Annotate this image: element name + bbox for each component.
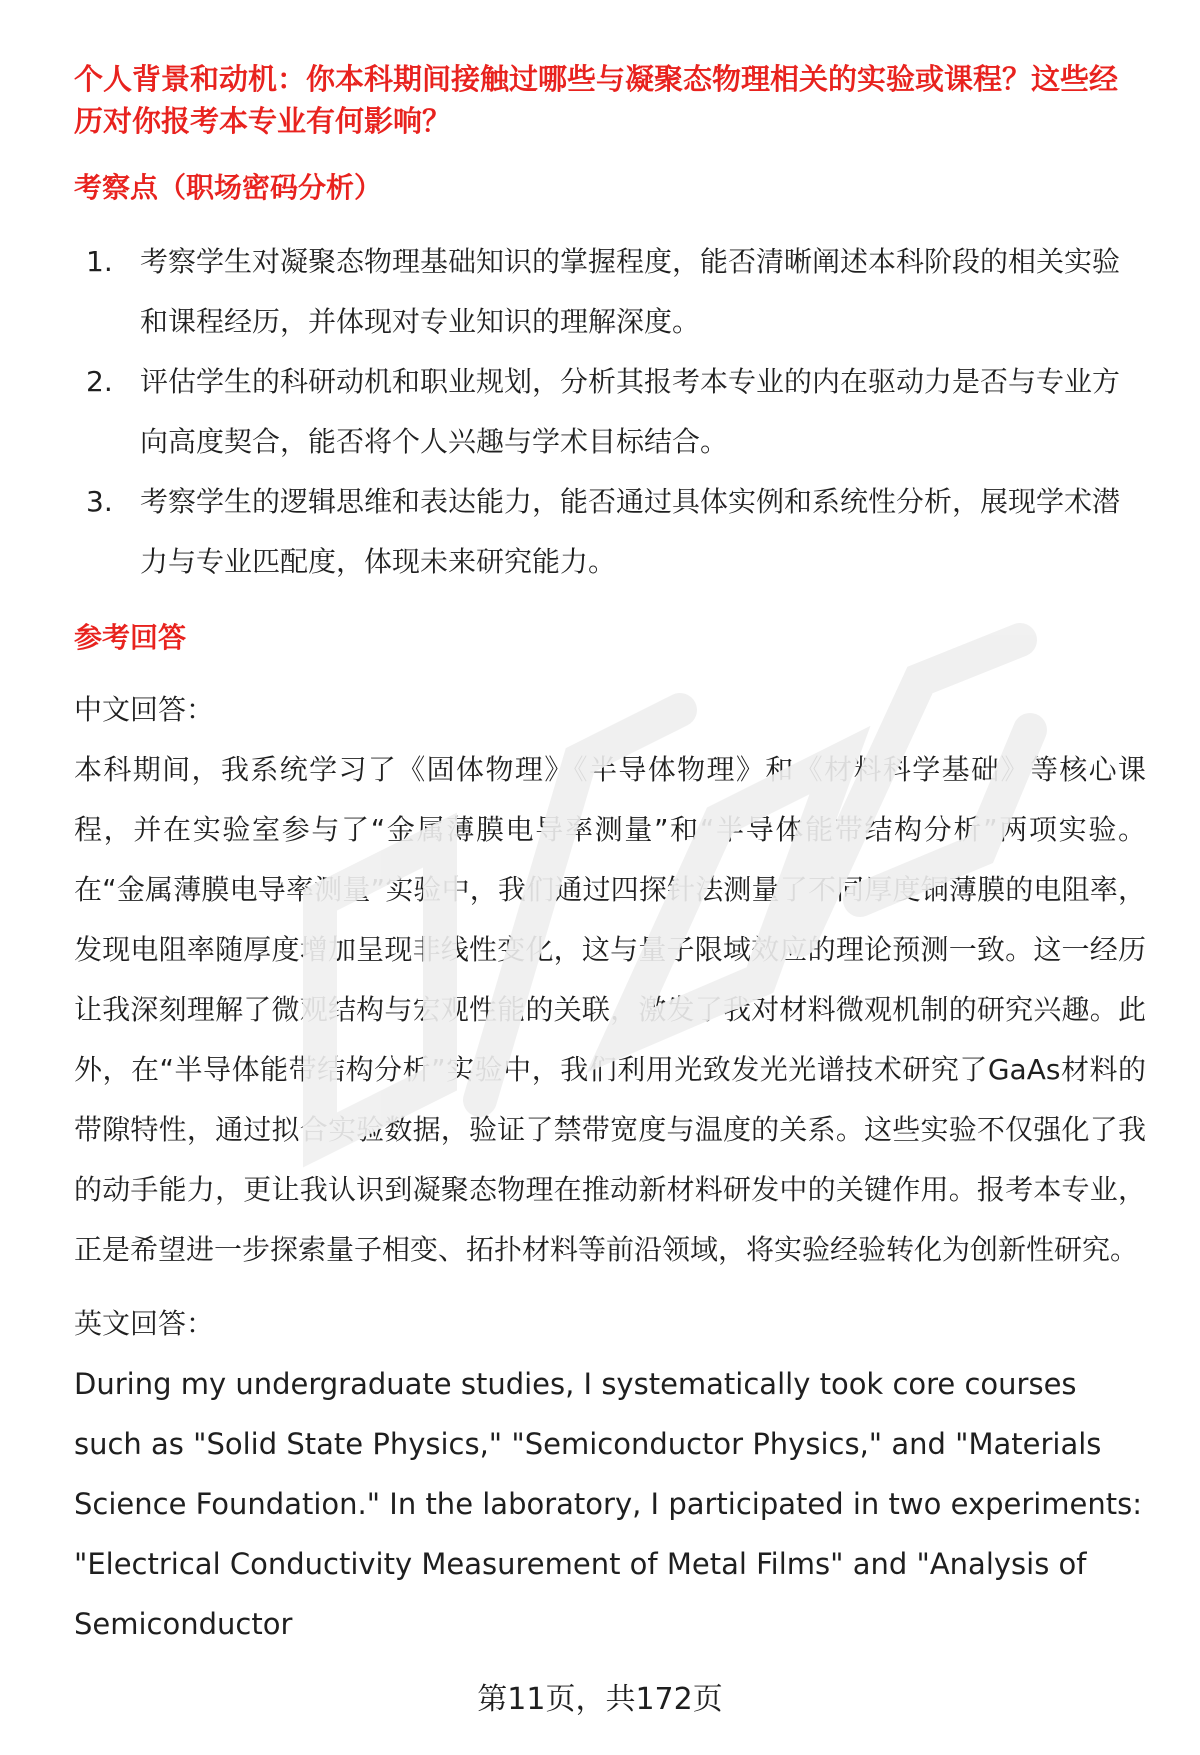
point-number: 2. — [86, 365, 113, 398]
point-text: 考察学生对凝聚态物理基础知识的掌握程度，能否清晰阐述本科阶段的相关实验和课程经历，并体现对专业知识的理解深度。 — [140, 245, 1121, 338]
assessment-point — [74, 472, 1146, 592]
question-title: 个人背景和动机：你本科期间接触过哪些与凝聚态物理相关的实验或课程？这些经历对你报考本专业有何影响？ — [74, 62, 1119, 138]
reference-heading: 参考回答 — [74, 621, 187, 654]
chinese-answer-label: 中文回答： — [74, 693, 215, 726]
assessment-heading: 考察点（职场密码分析） — [74, 171, 383, 204]
assessment-point — [74, 352, 1146, 472]
assessment-points-list — [74, 232, 1146, 592]
english-answer-label: 英文回答： — [74, 1307, 215, 1340]
chinese-answer-text: 本科期间，我系统学习了《固体物理》《半导体物理》和《材料科学基础》等核心课程，并在实验室参与了“金属薄膜电导率测量”和“半导体能带结构分析”两项实验。在“金属薄膜电导率测量”实验中，我们通过四探针法测量了不同厚度铜薄膜的电阻率，发现电阻率随厚度增加呈现非线性变化，这与量子限域效应的理论预测一致。这一经历让我深刻理解了微观结构与宏观性能的关联，激发了我对材料微观机制的研究兴趣。此外，在“半导体能带结构分析”实验中，我们利用光致发光光谱技术研究了GaAs材料的带隙特性，通过拟合实验数据，验证了禁带宽度与温度的关系。这些实验不仅强化了我的动手能力，更让我认识到凝聚态物理在推动新材料研发中的关键作用。报考本专业，正是希望进一步探索量子相变、拓扑材料等前沿领域，将实验经验转化为创新性研究。 — [74, 753, 1146, 1266]
english-answer-text: During my undergraduate studies, I systematically took core courses such as "Solid State Physics," "Semiconductor Physics," and "Materials Science Foundation." In the laboratory, I participated in two experiments: "Electrical Conductivity Measurement of Metal Films" and "Analysis of Semiconductor — [74, 1367, 1143, 1641]
assessment-point — [74, 232, 1146, 352]
page-number-footer: 第11页，共172页 — [477, 1682, 723, 1717]
document-page — [74, 58, 1146, 1654]
point-number: 1. — [86, 245, 113, 278]
point-number: 3. — [86, 485, 113, 518]
point-text: 评估学生的科研动机和职业规划，分析其报考本专业的内在驱动力是否与专业方向高度契合，能否将个人兴趣与学术目标结合。 — [140, 365, 1121, 458]
point-text: 考察学生的逻辑思维和表达能力，能否通过具体实例和系统性分析，展现学术潜力与专业匹配度，体现未来研究能力。 — [140, 485, 1121, 578]
